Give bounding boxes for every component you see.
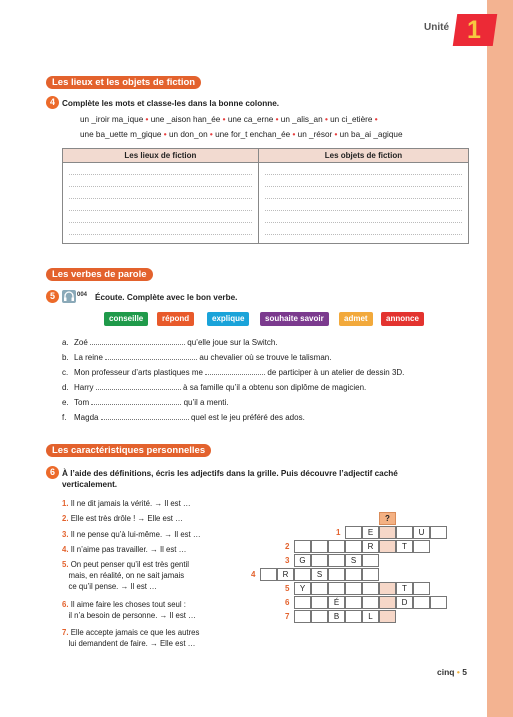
crossword-cell[interactable]: [294, 610, 311, 623]
crossword-row-number: 2: [285, 542, 290, 551]
sentence-d: d. Harry à sa famille qu’il a obtenu son diplôme de magicien.: [62, 383, 367, 392]
audio-track-number: 004: [77, 292, 88, 298]
sentence-b: b. La reine au chevalier où se trouve le talisman.: [62, 353, 332, 362]
definition-3: 3. Il ne pense qu’à lui-même. → Il est …: [62, 530, 201, 539]
crossword-cell[interactable]: [328, 582, 345, 595]
exercise-number-5: 5: [46, 290, 59, 303]
crossword-cell[interactable]: [396, 526, 413, 539]
answer-blank[interactable]: [96, 381, 181, 390]
places-answer-area[interactable]: [63, 163, 259, 244]
section-title-fiction: Les lieux et les objets de fiction: [46, 76, 201, 89]
definition-1: 1. Il ne dit jamais la vérité. → Il est …: [62, 499, 191, 508]
classification-table: [62, 148, 469, 244]
crossword-cell: S: [345, 554, 362, 567]
crossword-cell[interactable]: [362, 596, 379, 609]
verb-chip: répond: [157, 312, 194, 326]
word-item: un ba_ai _agique: [339, 130, 403, 139]
word-list-line-2: une ba_uette m_gique • un don_on • une for_t enchan_ée • un _résor • un ba_ai _agique: [80, 130, 403, 139]
crossword-cell[interactable]: [311, 540, 328, 553]
verb-chip: explique: [207, 312, 249, 326]
crossword-cell[interactable]: [430, 526, 447, 539]
word-item: une for_t enchan_ée: [215, 130, 291, 139]
crossword-cell: É: [328, 596, 345, 609]
word-item: un _alis_an: [280, 115, 323, 124]
crossword-cell[interactable]: [311, 582, 328, 595]
sentence-a: a. Zoé qu’elle joue sur la Switch.: [62, 338, 278, 347]
crossword-cell: Y: [294, 582, 311, 595]
crossword-row-number: 4: [251, 570, 256, 579]
crossword-key-cell[interactable]: [379, 540, 396, 553]
crossword-key-cell[interactable]: [379, 610, 396, 623]
crossword-cell: S: [311, 568, 328, 581]
crossword-cell[interactable]: [345, 526, 362, 539]
crossword-row-number: 3: [285, 556, 290, 565]
column-header-places: Les lieux de fiction: [63, 149, 259, 163]
crossword-cell: L: [362, 610, 379, 623]
audio-track-badge[interactable]: [62, 290, 90, 303]
crossword-cell[interactable]: [413, 540, 430, 553]
crossword-row-number: 6: [285, 598, 290, 607]
crossword-cell: U: [413, 526, 430, 539]
column-header-objects: Les objets de fiction: [258, 149, 468, 163]
objects-answer-area[interactable]: [258, 163, 468, 244]
sentence-e: e. Tom qu’il a menti.: [62, 398, 229, 407]
side-color-band: [487, 0, 513, 717]
definition-2: 2. Elle est très drôle ! → Elle est …: [62, 514, 183, 523]
verb-chip: conseille: [104, 312, 148, 326]
definition-7: 7. Elle accepte jamais ce que les autres lui demandent de faire. → Elle est …: [62, 628, 200, 648]
word-list-line-1: un _iroir ma_ique • une _aison han_ée • une ca_erne • un _alis_an • un ci_etière •: [80, 115, 378, 124]
section-title-verbs: Les verbes de parole: [46, 268, 153, 281]
crossword-cell[interactable]: [311, 610, 328, 623]
crossword-cell[interactable]: [413, 582, 430, 595]
crossword-cell: G: [294, 554, 311, 567]
exercise-6-instruction-line-1: À l’aide des définitions, écris les adjectifs dans la grille. Puis découvre l’adjectif caché: [62, 469, 398, 478]
crossword-cell[interactable]: [345, 568, 362, 581]
crossword-cell[interactable]: [328, 554, 345, 567]
unit-number: 1: [467, 16, 481, 44]
crossword-cell[interactable]: [311, 596, 328, 609]
verb-chip: annonce: [381, 312, 424, 326]
answer-blank[interactable]: [205, 366, 265, 375]
crossword-cell[interactable]: [260, 568, 277, 581]
definition-5: 5. On peut penser qu’il est très gentil mais, en réalité, on ne sait jamais ce qu’il pense. → Il est …: [62, 560, 190, 591]
sentence-c: c. Mon professeur d’arts plastiques me de participer à un atelier de dessin 3D.: [62, 368, 405, 377]
crossword-row-number: 1: [336, 528, 341, 537]
exercise-4-instruction: Complète les mots et classe-les dans la bonne colonne.: [62, 99, 280, 108]
crossword-cell[interactable]: [345, 540, 362, 553]
crossword-cell[interactable]: [345, 582, 362, 595]
crossword-cell: E: [362, 526, 379, 539]
verb-chip: admet: [339, 312, 373, 326]
crossword-cell: T: [396, 582, 413, 595]
crossword-cell: B: [328, 610, 345, 623]
crossword-key-cell[interactable]: [379, 596, 396, 609]
crossword-cell[interactable]: [362, 554, 379, 567]
crossword-row-number: 5: [285, 584, 290, 593]
verb-chip: souhaite savoir: [260, 312, 329, 326]
crossword-cell: R: [362, 540, 379, 553]
crossword-cell[interactable]: [294, 540, 311, 553]
sentence-f: f. Magda quel est le jeu préféré des ados.: [62, 413, 305, 422]
hidden-word-marker: ?: [379, 512, 396, 525]
word-item: un _résor: [297, 130, 333, 139]
unit-label: Unité: [424, 22, 449, 33]
crossword-key-cell[interactable]: [379, 582, 396, 595]
crossword-cell[interactable]: [413, 596, 430, 609]
section-title-traits: Les caractéristiques personnelles: [46, 444, 211, 457]
crossword-cell: T: [396, 540, 413, 553]
crossword-cell[interactable]: [311, 554, 328, 567]
headphones-icon: [62, 290, 76, 303]
word-item: un don_on: [168, 130, 208, 139]
crossword-key-cell[interactable]: [379, 526, 396, 539]
crossword-cell[interactable]: [328, 568, 345, 581]
crossword-cell: R: [277, 568, 294, 581]
word-item: une ba_uette m_gique: [80, 130, 162, 139]
exercise-5-instruction: Écoute. Complète avec le bon verbe.: [95, 293, 238, 302]
crossword-cell[interactable]: [430, 596, 447, 609]
exercise-number-4: 4: [46, 96, 59, 109]
crossword-cell[interactable]: [328, 540, 345, 553]
answer-blank[interactable]: [105, 351, 197, 360]
crossword-cell: D: [396, 596, 413, 609]
word-item: une _aison han_ée: [150, 115, 221, 124]
definition-4: 4. Il n’aime pas travailler. → Il est …: [62, 545, 187, 554]
definition-6: 6. Il aime faire les choses tout seul : il n’a besoin de personne. → Il est …: [62, 600, 196, 620]
page-footer: cinq • 5: [437, 667, 467, 677]
exercise-6-instruction-line-2: verticalement.: [62, 480, 118, 489]
answer-blank[interactable]: [91, 396, 181, 405]
crossword-cell[interactable]: [362, 568, 379, 581]
crossword-cell[interactable]: [345, 596, 362, 609]
crossword-cell[interactable]: [294, 568, 311, 581]
crossword-row-number: 7: [285, 612, 290, 621]
answer-blank[interactable]: [90, 336, 185, 345]
crossword-cell[interactable]: [345, 610, 362, 623]
word-item: un ci_etière: [330, 115, 373, 124]
exercise-number-6: 6: [46, 466, 59, 479]
word-item: un _iroir ma_ique: [80, 115, 144, 124]
word-item: une ca_erne: [227, 115, 274, 124]
crossword-cell[interactable]: [294, 596, 311, 609]
answer-blank[interactable]: [101, 411, 189, 420]
crossword-cell[interactable]: [362, 582, 379, 595]
